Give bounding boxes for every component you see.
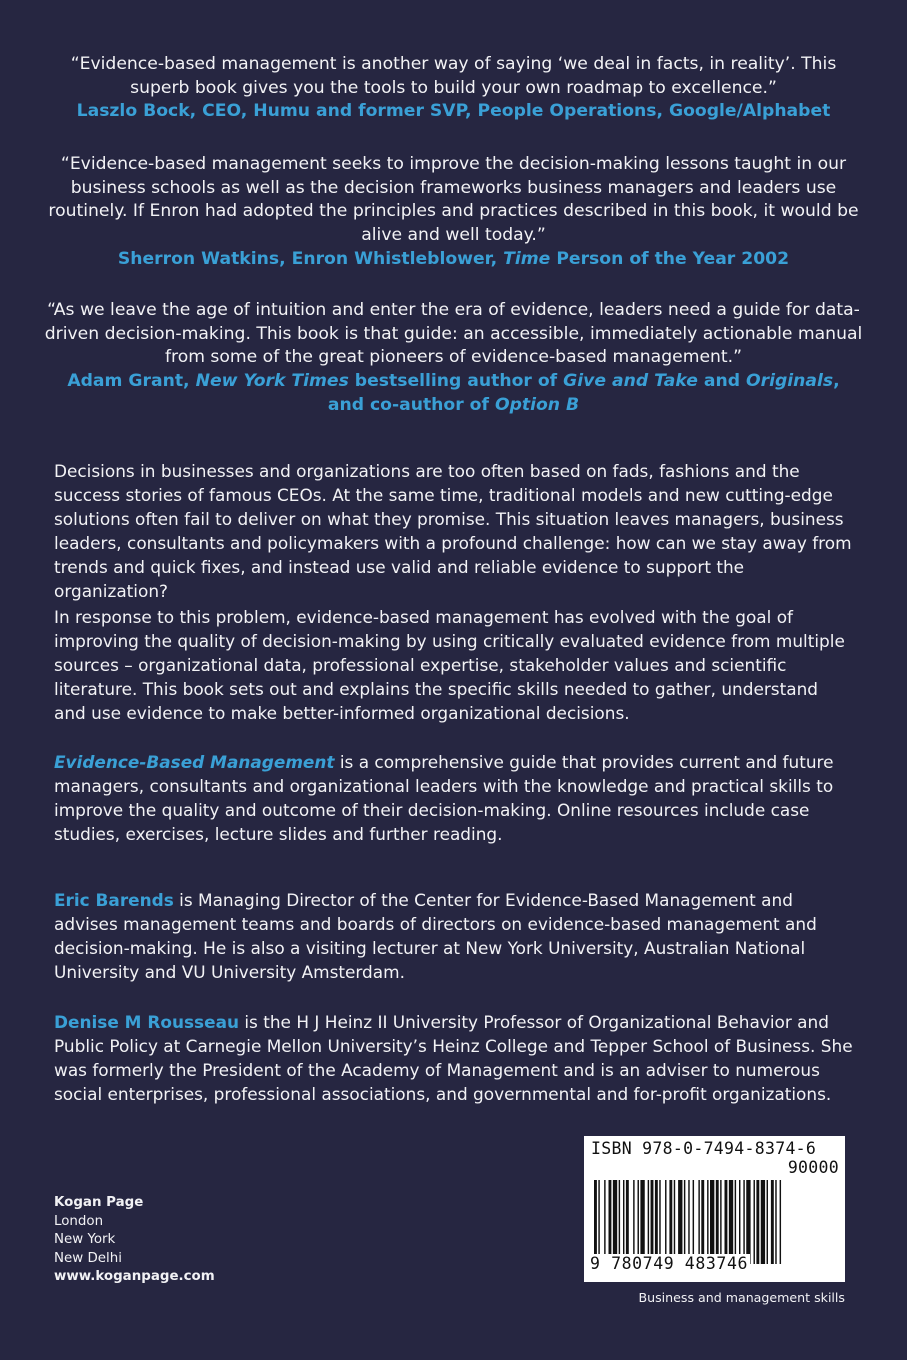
barcode-bar bbox=[619, 1180, 620, 1264]
barcode-bar bbox=[678, 1180, 682, 1264]
ean-digits: 9 780749 483746 bbox=[590, 1254, 749, 1273]
barcode-bar bbox=[756, 1180, 759, 1264]
barcode-bar bbox=[693, 1180, 694, 1264]
isbn-number: ISBN 978-0-7494-8374-6 bbox=[591, 1139, 817, 1158]
barcode-bar bbox=[746, 1180, 750, 1264]
attribution-italic: Originals bbox=[745, 371, 834, 392]
attribution-italic: New York Times bbox=[195, 371, 349, 392]
barcode-bar bbox=[623, 1180, 624, 1264]
barcode-bar bbox=[598, 1180, 599, 1264]
barcode-bar bbox=[688, 1180, 689, 1264]
book-category: Business and management skills bbox=[638, 1290, 845, 1305]
quote-attribution bbox=[40, 370, 867, 417]
quote-text: “Evidence-based management seeks to improve the decision-making lessons taught in our business schools as well as the decision frameworks business managers and leaders use routinely. If Enron had adopted the principles and practices described in this book, it would be alive and well today.” bbox=[48, 154, 859, 246]
quote-text: “Evidence-based management is another way of saying ‘we deal in facts, in reality’. This superb book gives you the tools to build your own roadmap to excellence.” bbox=[70, 54, 837, 98]
publisher-name: Kogan Page bbox=[54, 1195, 144, 1210]
attribution-italic: Give and Take bbox=[563, 371, 698, 392]
barcode-bar bbox=[613, 1180, 617, 1264]
description-text: is a comprehensive guide that provides current and future managers, consultants and organizational leaders with the knowledge and practical skills to improve the quality and outcome of their decision-making. Online resources include case studies, exercises, lecture slides and further reading. bbox=[54, 752, 834, 845]
barcode-bar bbox=[594, 1180, 597, 1264]
attribution-part: bestselling author of bbox=[348, 371, 564, 392]
attribution-italic: Time bbox=[503, 248, 551, 269]
attribution-part: and bbox=[697, 371, 746, 392]
attribution-part: Person of the Year 2002 bbox=[550, 248, 790, 269]
publisher-city: New York bbox=[54, 1232, 116, 1248]
description-paragraph-1: Decisions in businesses and organizations are too often based on fads, fashions and the success stories of famous CEOs. At the same time, traditional models and new cutting-edge solutions often fail to deliver on what they promise. This situation leaves managers, business leaders, consultants and policymakers with a profound challenge: how can we stay away from trends and quick fixes, and instead use valid and reliable evidence to support the organization? bbox=[54, 461, 852, 602]
author-bio-barends bbox=[54, 888, 854, 984]
publisher-city: New Delhi bbox=[54, 1250, 122, 1266]
publisher-website: www.koganpage.com bbox=[54, 1269, 215, 1285]
endorsement-quote-watkins bbox=[40, 153, 867, 272]
barcode-bar bbox=[609, 1180, 612, 1264]
barcode-bar bbox=[761, 1180, 765, 1264]
author-name: Eric Barends bbox=[54, 890, 174, 910]
barcode-bar bbox=[659, 1180, 660, 1264]
publisher-city: London bbox=[54, 1213, 104, 1229]
quote-text: “As we leave the age of intuition and enter the era of evidence, leaders need a guide for data-driven decision-making. This book is that guide: an accessible, immediately actionable manual from some of the great pioneers of evidence-based management.” bbox=[44, 300, 863, 368]
endorsement-quote-bock bbox=[40, 53, 867, 124]
barcode-bar bbox=[604, 1180, 605, 1264]
barcode-bar bbox=[739, 1180, 740, 1264]
endorsement-quote-grant bbox=[40, 299, 867, 418]
barcode-bar bbox=[648, 1180, 649, 1264]
barcode-bar bbox=[771, 1180, 774, 1264]
attribution-part: and co-author of bbox=[327, 394, 495, 415]
barcode-bar bbox=[767, 1180, 768, 1264]
attribution-italic: Option B bbox=[494, 394, 580, 415]
barcode-bar bbox=[701, 1180, 704, 1264]
barcode-bar bbox=[651, 1180, 654, 1264]
barcode-bar bbox=[710, 1180, 714, 1264]
barcode-bar bbox=[665, 1180, 666, 1264]
barcode-bar bbox=[674, 1180, 675, 1264]
barcode-bar bbox=[669, 1180, 672, 1264]
barcode-bar bbox=[725, 1180, 728, 1264]
barcode-bar bbox=[638, 1180, 639, 1264]
barcode-bars bbox=[592, 1180, 837, 1264]
barcode-bar bbox=[698, 1180, 699, 1264]
barcode-bar bbox=[754, 1180, 755, 1264]
barcode-bar bbox=[633, 1180, 634, 1264]
barcode-bar bbox=[780, 1180, 781, 1264]
attribution-part: Adam Grant, bbox=[67, 371, 196, 392]
description-paragraph-3 bbox=[54, 750, 854, 846]
barcode-bar bbox=[720, 1180, 721, 1264]
author-bio-rousseau bbox=[54, 1010, 854, 1106]
author-bio-text: is the H J Heinz II University Professor of Organizational Behavior and Public Policy at Carnegie Mellon University’s Heinz College and Tepper School of Business. She was formerly the President of the Academy of Management and is an adviser to numerous social enterprises, professional associations, and governmental and for-profit organizations. bbox=[54, 1012, 853, 1105]
quote-attribution: Laszlo Bock, CEO, Humu and former SVP, People Operations, Google/Alphabet bbox=[76, 101, 831, 122]
isbn-barcode bbox=[584, 1136, 845, 1282]
attribution-part: Sherron Watkins, Enron Whistleblower, bbox=[117, 248, 504, 269]
author-name: Denise M Rousseau bbox=[54, 1012, 239, 1032]
barcode-bar bbox=[640, 1180, 644, 1264]
quote-attribution bbox=[40, 248, 867, 272]
barcode-bar bbox=[735, 1180, 736, 1264]
barcode-bar bbox=[655, 1180, 658, 1264]
barcode-bar bbox=[707, 1180, 708, 1264]
barcode-bar bbox=[729, 1180, 733, 1264]
barcode-bar bbox=[626, 1180, 629, 1264]
barcode-bar bbox=[684, 1180, 685, 1264]
barcode-bar bbox=[716, 1180, 719, 1264]
barcode-bar bbox=[743, 1180, 744, 1264]
publisher-imprint bbox=[54, 1194, 215, 1287]
description-paragraph-2: In response to this problem, evidence-based management has evolved with the goal of improving the quality of decision-making by using critically evaluated evidence from multiple sources – organizational data, professional expertise, stakeholder values and scientific literature. This book sets out and explains the specific skills needed to gather, understand and use evidence to make better-informed organizational decisions. bbox=[54, 607, 845, 724]
book-title: Evidence-Based Management bbox=[54, 752, 335, 772]
attribution-part: , bbox=[833, 371, 840, 392]
author-bio-text: is Managing Director of the Center for Evidence-Based Management and advises management teams and boards of directors on evidence-based management and decision-making. He is also a visiting lecturer at New York University, Australian National University and VU University Amsterdam. bbox=[54, 890, 817, 983]
barcode-bar bbox=[775, 1180, 776, 1264]
price-code: 90000 bbox=[787, 1158, 839, 1177]
